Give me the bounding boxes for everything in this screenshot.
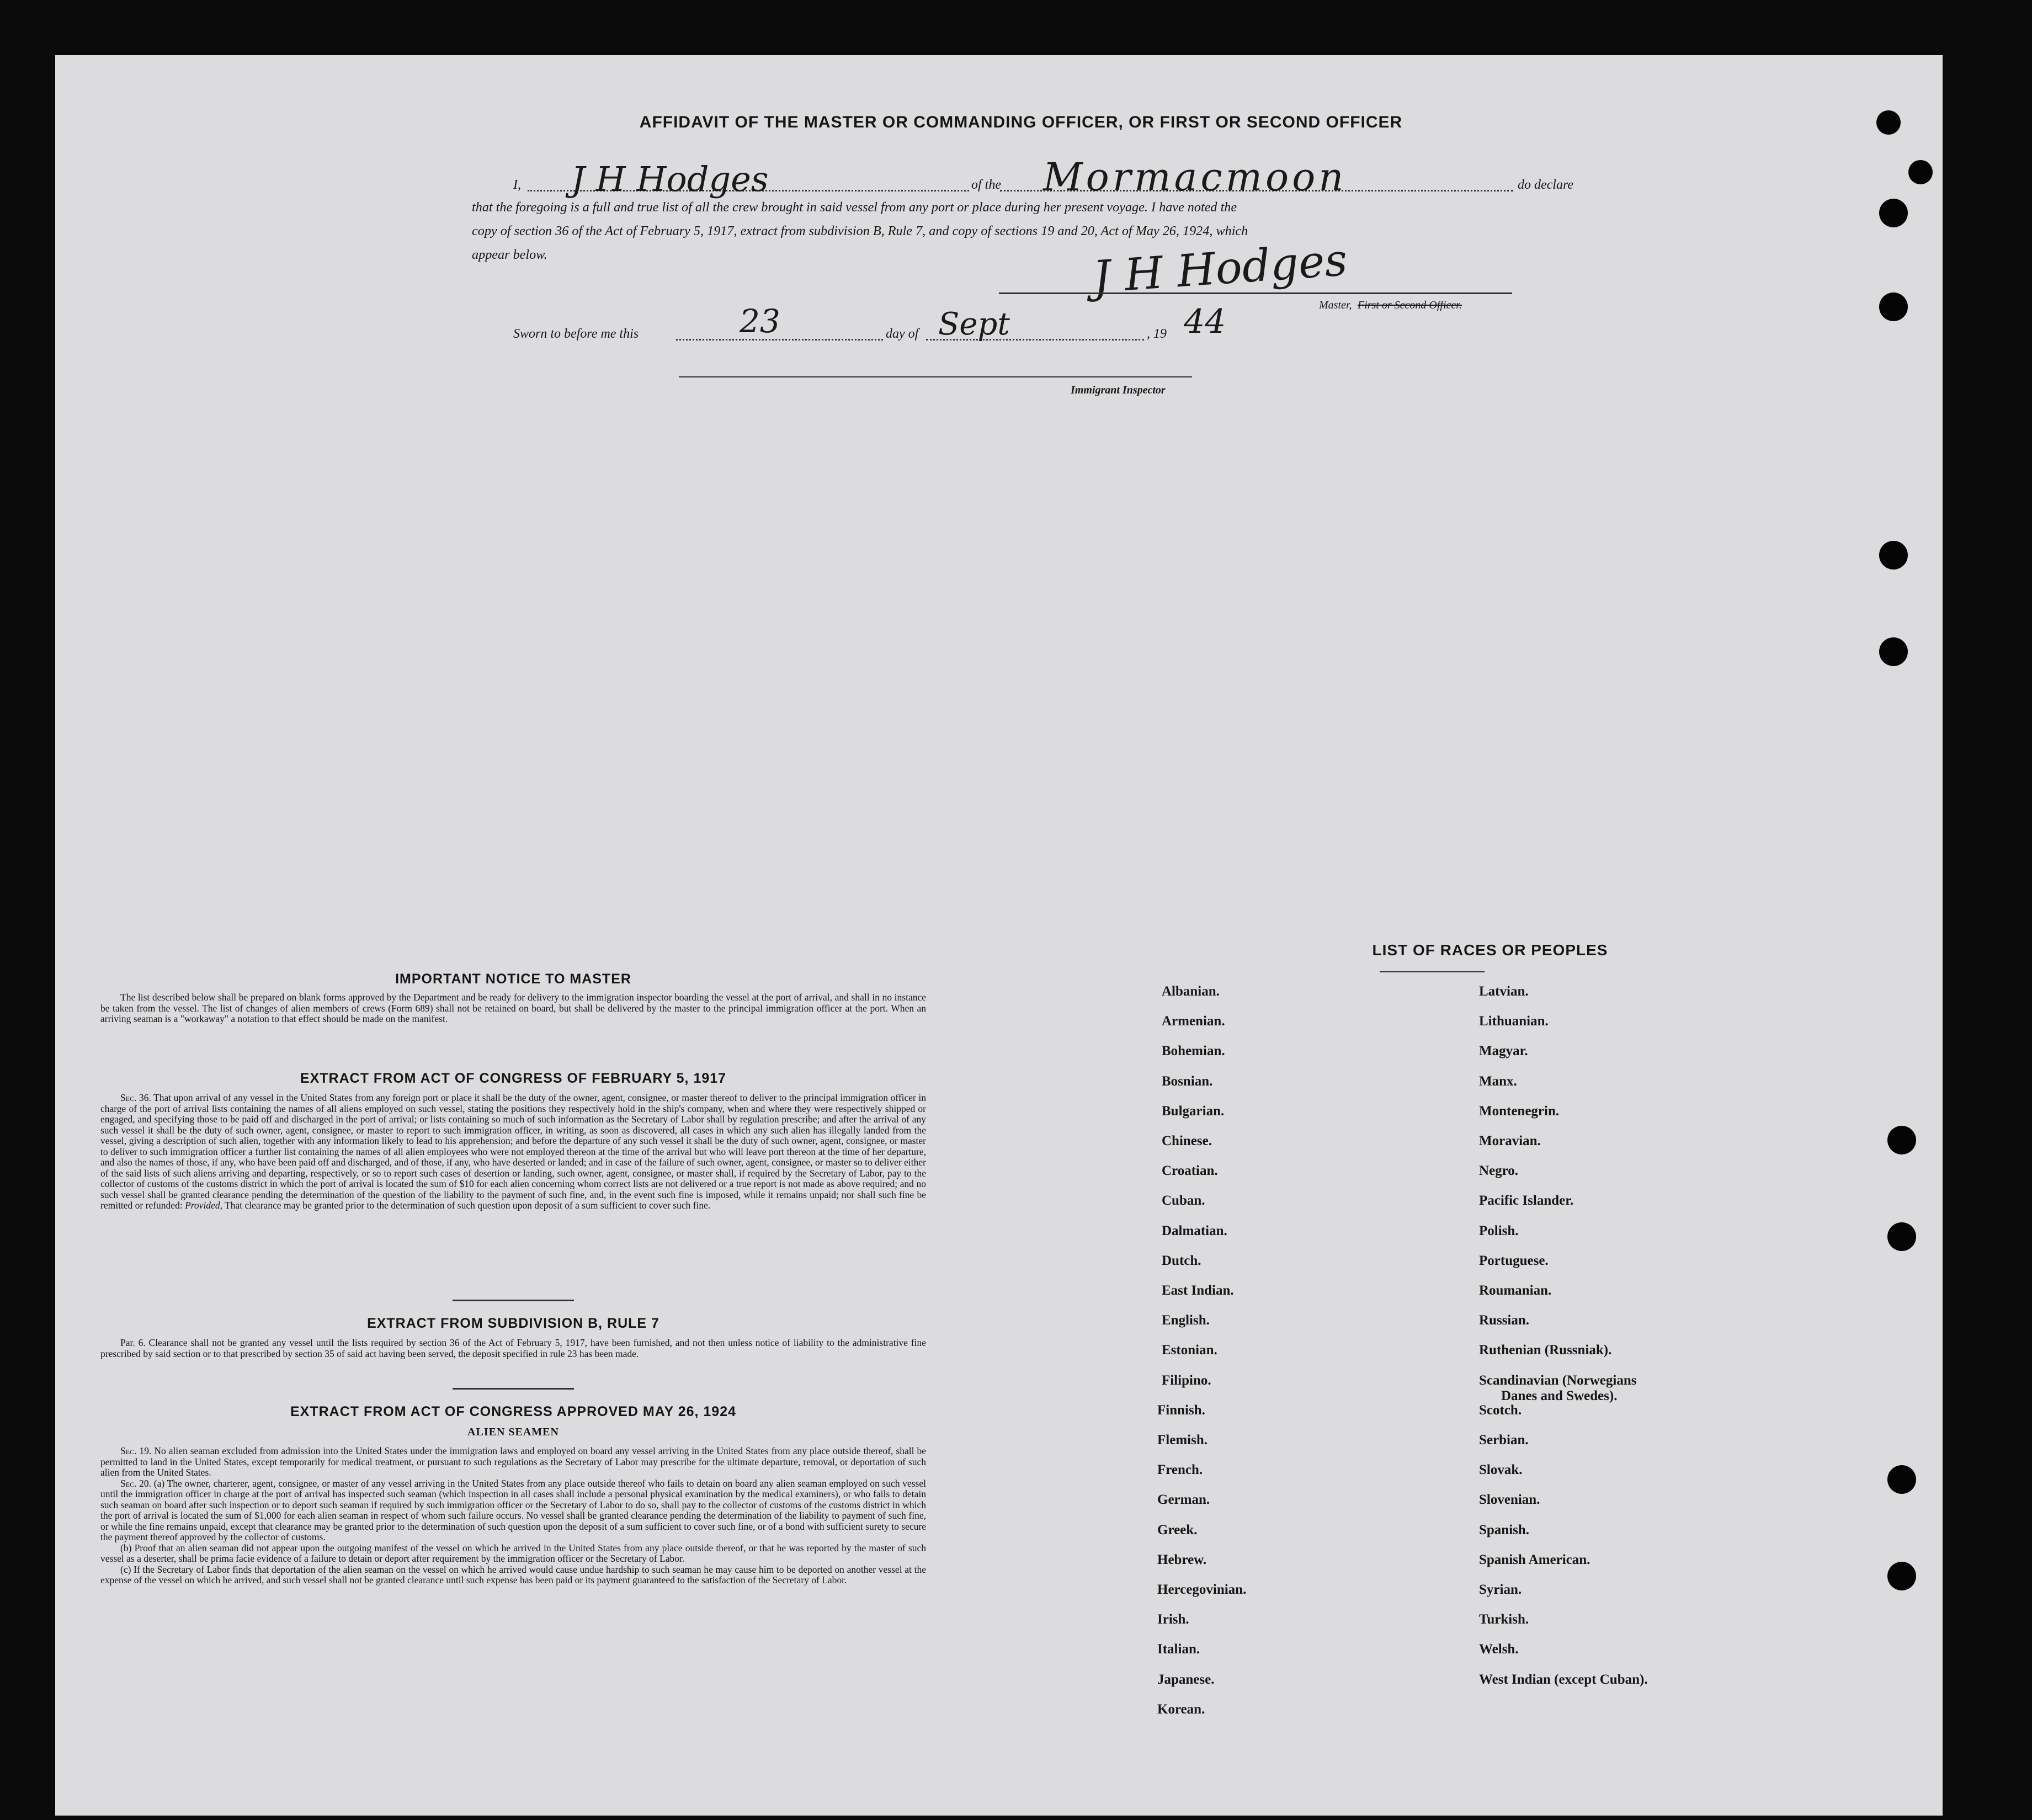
inspector-signature-line [679,376,1192,377]
race-item: Estonian. [1162,1343,1217,1358]
race-item: Manx. [1479,1073,1517,1089]
punch-hole [1887,1465,1916,1494]
race-item: Japanese. [1157,1672,1215,1687]
master-signature: J H Hodges [1091,234,1349,303]
punch-hole [1879,199,1908,227]
punch-hole [1887,1126,1916,1154]
race-item: Croatian. [1162,1163,1218,1179]
notice-text: The list described below shall be prepared on blank forms approved by the Department and be ready for delivery to the immigration inspector boarding the vessel at the port of arrival, and shall in no instance be taken from the vessel. The list of changes of alien members of crews (Form 689) shall not be retained on board, but shall be delivered by the master to the principal immigration officer at the port. When an arriving seaman is a "workaway" a notation to that effect should be made on the manifest. [100,992,926,1024]
race-item: Armenian. [1162,1014,1225,1029]
race-item: Pacific Islander. [1479,1193,1574,1209]
races-title: LIST OF RACES OR PEOPLES [1372,941,1608,959]
race-item: Portuguese. [1479,1253,1549,1268]
affidavit-body-line-1: that the foregoing is a full and true list of all the crew brought in said vessel from any port or place during her present voyage. I have noted the [472,200,1237,215]
races-divider [1380,971,1485,972]
sec-20a-text: (a) The owner, charterer, agent, consignee, or master of any vessel arriving in the United States from any place outside thereof who fails to detain on board any alien seaman employed on such vessel until the immigration officer in charge at the port of arrival has inspected such seaman (which inspection in all cases shall include a personal physical examination by the medical examiners), or who fails to detain such seaman on board after such inspection or to deport such seaman if required by such immigration officer or the Secretary of Labor to do so, shall pay to the collector of customs of the customs district in which the port of arrival is located the sum of $1,000 for each alien seaman in respect of whom such failure occurs. No vessel shall be granted clearance pending the determination of the liability to payment of such fine, or while the fine remains unpaid, except that clearance may be granted prior to the determination of such question upon the deposit of a sum sufficient to cover such fine, or of a bond with sufficient surety to secure the payment thereof approved by the collector of customs. [100,1477,926,1542]
extract-1924-title: EXTRACT FROM ACT OF CONGRESS APPROVED MAY 26, 1924 [290,1404,737,1419]
do-declare-label: do declare [1518,178,1574,192]
race-item: Negro. [1479,1163,1519,1179]
race-item: Greek. [1157,1522,1198,1537]
race-item: Finnish. [1157,1402,1205,1418]
race-item: East Indian. [1162,1283,1234,1298]
proviso-text: That clearance may be granted prior to the determination of such question upon deposit of a sum sufficient to cover such fine. [225,1200,711,1211]
race-item: Montenegrin. [1479,1103,1560,1119]
proviso-label: Provided, [185,1200,222,1211]
race-item: Bosnian. [1162,1073,1213,1089]
race-item: Serbian. [1479,1433,1529,1448]
punch-hole [1879,292,1908,321]
master-label: Master, [1319,299,1352,311]
race-item: Chinese. [1162,1133,1212,1148]
race-item: West Indian (except Cuban). [1479,1672,1648,1687]
affidavit-title: AFFIDAVIT OF THE MASTER OR COMMANDING OFFICER, OR FIRST OR SECOND OFFICER [639,113,1403,131]
race-item: Magyar. [1479,1044,1528,1059]
race-item: French. [1157,1462,1203,1478]
race-item: Russian. [1479,1313,1530,1328]
notice-paragraph [100,992,926,1025]
punch-hole [1879,541,1908,570]
affidavit-body-line-2: copy of section 36 of the Act of February 5, 1917, extract from subdivision B, Rule 7, and copy of sections 19 and 20, Act of May 26, 1924, which [472,223,1248,238]
punch-hole [1879,637,1908,666]
sworn-month-handwritten: Sept [938,306,1010,342]
race-item: Polish. [1479,1223,1519,1238]
punch-hole [1876,110,1901,135]
race-item: Welsh. [1479,1642,1519,1657]
sec-36-text: That upon arrival of any vessel in the United States from any foreign port or place it shall be the duty of the owner, agent, consignee, or master thereof to deliver to the principal immigration officer in charge of the port of arrival lists containing the names of all aliens employed on such vessel, stating the positions they respectively hold in the ship's company, when and where they were respectively shipped or engaged, and specifying those to be paid off and discharged in the port of arrival; or lists containing so much of such information as the Secretary of Labor shall by regulation prescribe; and after the arrival of any such vessel it shall be the duty of such owner, agent, consignee, or master to report to such immigration officer, in writing, as soon as discovered, all cases in which any such alien has illegally landed from the vessel, giving a description of such alien, together with any information likely to lead to his apprehension; and before the departure of any such vessel it shall be the duty of such owner, agent, consignee, or master to deliver to such immigration officer a further list containing the names of all alien employees who were not employed thereon at the time of the arrival but who will leave port thereon at the time of her departure, and also the names of those, if any, who have been paid off and discharged, and of those, if any, who have deserted or landed; and in case of the failure of such owner, agent, consignee, or master so to deliver either of the said lists of such aliens arriving and departing, respectively, or so to report such cases of desertion or landing, such owner, agent, consignee, or master shall, if required by the Secretary of Labor, pay to the collector of customs of the customs district in which the port of arrival is located the sum of $10 for each alien concerning whom correct lists are not delivered or a true report is not made as above required; and no such vessel shall be granted clearance pending the determination of the question of the liability to the payment of such fine, and, in the event such fine is imposed, while it remains unpaid; nor shall such fine be remitted or refunded: [100,1092,926,1211]
divider-2 [453,1388,574,1390]
race-item: Roumanian. [1479,1283,1552,1298]
race-item: Dalmatian. [1162,1223,1227,1238]
race-item: Cuban. [1162,1193,1205,1209]
sec-20b-paragraph [100,1543,926,1564]
sec-20-label: Sec. 20. [120,1477,152,1489]
extract-1924-subtitle: ALIEN SEAMEN [467,1426,559,1438]
sec-36-paragraph [100,1093,926,1211]
of-the-label: of the [971,178,1001,192]
notice-title: IMPORTANT NOTICE TO MASTER [395,971,631,987]
sec-19-paragraph [100,1446,926,1478]
race-item: Dutch. [1162,1253,1201,1268]
rule7-paragraph [100,1338,926,1359]
sec-20a-paragraph [100,1478,926,1543]
extract-1917-title: EXTRACT FROM ACT OF CONGRESS OF FEBRUARY 5, 1917 [300,1071,727,1086]
race-item: Ruthenian (Russniak). [1479,1343,1612,1358]
officer-struck-label: First or Second Officer. [1358,299,1462,311]
punch-hole [1908,160,1933,184]
race-item: Slovenian. [1479,1492,1540,1508]
sec-36-label: Sec. 36. [120,1092,151,1103]
sec-19-text: No alien seaman excluded from admission into the United States under the immigration laws and employed on board any vessel arriving in the United States from any place outside thereof, shall be permitted to land in the United States, except temporarily for medical treatment, or pursuant to such regulations as the Secretary of Labor may prescribe for the ultimate departure, removal, or deportation of such alien from the United States. [100,1445,927,1478]
extract-rule7-body [100,1338,926,1359]
inspector-label: Immigrant Inspector [1071,384,1166,396]
race-item: Spanish American. [1479,1552,1591,1567]
race-item: Moravian. [1479,1133,1541,1148]
race-item: Hebrew. [1157,1552,1207,1567]
race-item: Albanian. [1162,984,1220,999]
race-item: Flemish. [1157,1433,1208,1448]
i-label: I, [513,178,521,192]
affidavit-body-line-3: appear below. [472,247,547,262]
punch-hole [1887,1562,1916,1590]
extract-1917-body [100,1093,926,1211]
race-item: English. [1162,1313,1210,1328]
race-item: Lithuanian. [1479,1014,1549,1029]
race-item: Spanish. [1479,1522,1530,1537]
race-item: Korean. [1157,1701,1205,1717]
year-prefix-label: , 19 [1147,327,1167,341]
race-item: Italian. [1157,1642,1200,1657]
race-item: Hercegovinian. [1157,1582,1247,1597]
race-item: Filipino. [1162,1372,1211,1388]
race-item: Bohemian. [1162,1044,1225,1059]
sworn-day-handwritten: 23 [740,302,780,340]
race-item: German. [1157,1492,1210,1508]
sec-20c-text: (c) If the Secretary of Labor finds that deportation of the alien seaman on the vessel on which he arrived would cause undue hardship to such seaman he may cause him to be deported on another vessel at the expense of the vessel on which he arrived, and such vessel shall not be granted clearance until such expense has been paid or its payment guaranteed to the satisfaction of the Secretary of Labor. [100,1563,926,1585]
vessel-name-handwritten: Mormacmoon [1043,155,1347,200]
signature-line [999,292,1512,294]
extract-1924-body [100,1446,926,1586]
race-item: Scotch. [1479,1402,1522,1418]
day-of-label: day of [886,327,919,341]
race-item: Scandinavian (Norwegians [1479,1372,1637,1388]
race-item: Turkish. [1479,1612,1529,1627]
sec-20c-paragraph [100,1564,926,1586]
sec-19-label: Sec. 19. [120,1445,152,1456]
divider-1 [453,1300,574,1301]
notice-body [100,992,926,1025]
race-item: Bulgarian. [1162,1103,1225,1119]
rule7-text: Par. 6. Clearance shall not be granted any vessel until the lists required by section 36 of the Act of February 5, 1917, have been furnished, and not then unless notice of liability to the administrative fine prescribed by said section or to that prescribed by section 35 of said act having been served, the deposit specified in rule 23 has been made. [100,1337,926,1359]
race-item: Danes and Swedes). [1501,1388,1618,1403]
race-item: Syrian. [1479,1582,1522,1597]
race-item: Latvian. [1479,984,1529,999]
sworn-label: Sworn to before me this [513,327,639,341]
officer-name-handwritten: J H Hodges [571,159,769,199]
form-sheet [55,55,1943,1816]
sworn-year-handwritten: 44 [1184,302,1226,341]
punch-hole [1887,1222,1916,1251]
race-item: Slovak. [1479,1462,1523,1478]
extract-rule7-title: EXTRACT FROM SUBDIVISION B, RULE 7 [367,1316,659,1331]
race-item: Irish. [1157,1612,1189,1627]
sec-20b-text: (b) Proof that an alien seaman did not appear upon the outgoing manifest of the vessel on which he arrived in the United States from any place outside thereof, or that he was reported by the master of such vessel as a deserter, shall be prima facie evidence of a failure to detain or deport after requirement by the immigration officer or the Secretary of Labor. [100,1542,926,1564]
